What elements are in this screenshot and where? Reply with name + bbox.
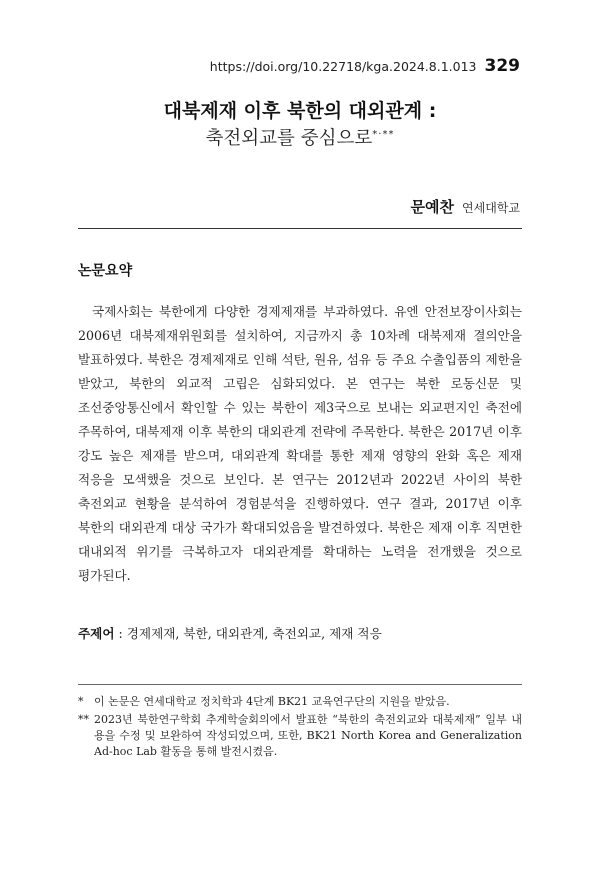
author-affiliation: 연세대학교 [462,201,520,215]
subtitle-text: 축전외교를 중심으로 [205,128,373,149]
page-number: 329 [484,56,520,76]
author-block [411,196,520,217]
paper-title: 대북제재 이후 북한의 대외관계 : [163,100,437,122]
paper-subtitle [0,124,600,150]
footnote-item [78,694,522,710]
doi-link[interactable]: https://doi.org/10.22718/kga.2024.8.1.013 [209,59,477,74]
keywords-value: 경제제재, 북한, 대외관계, 축전외교, 제재 적응 [126,626,382,641]
footnote-text: 이 논문은 연세대학교 정치학과 4단계 BK21 교육연구단의 지원을 받았음. [94,695,450,708]
footnote-mark: ** [78,713,89,726]
abstract-body: 국제사회는 북한에게 다양한 경제제재를 부과하였다. 유엔 안전보장이사회는 2006년 대북제재위원회를 설치하여, 지금까지 총 10차례 대북제재 결의안을 발표하였다. 북한은 경제제재로 인해 석탄, 원유, 섬유 등 주요 수출입품의 제한을 받았고, 북한의 외교적 고립은 심화되었다. 본 연구는 북한 로동신문 및 조선중앙통신에서 확인할 수 있는 북한이 제3국으로 보내는 외교편지인 축전에 주목하여, 대북제재 이후 북한의 대외관계 전략에 주목한다. 북한은 2017년 이후 강도 높은 제재를 받으며, 대외관계 확대를 통한 제재 영향의 완화 혹은 제재 적응을 모색했을 것으로 보인다. 본 연구는 2012년과 2022년 사이의 북한 축전외교 현황을 분석하여 경험분석을 진행하였다. 연구 결과, 2017년 이후 북한의 대외관계 대상 국가가 확대되었음을 발견하였다. 북한은 제재 이후 직면한 대내외적 위기를 극복하고자 대외관계를 확대하는 노력을 전개했을 것으로 평가된다. [78,304,522,583]
page-header [210,56,520,76]
footnote-text: 2023년 북한연구학회 추계학술회의에서 발표한 “북한의 축전외교와 대북제재” 일부 내용을 수정 및 보완하여 작성되었으며, 또한, BK21 North Korea and Generalization Ad-hoc Lab 활동을 통해 발전시켰음. [94,713,522,758]
keywords-line [78,622,522,646]
footnotes [78,694,522,762]
keywords-label: 주제어 [78,626,115,641]
title-divider [78,228,522,229]
footnote-item [78,712,522,760]
footnote-divider [78,684,522,685]
author-name: 문예찬 [410,198,455,216]
title-footnote-marks: *·** [372,128,395,140]
footnote-mark: * [78,695,84,708]
keywords-separator: : [114,626,127,641]
abstract-heading: 논문요약 [78,263,133,279]
